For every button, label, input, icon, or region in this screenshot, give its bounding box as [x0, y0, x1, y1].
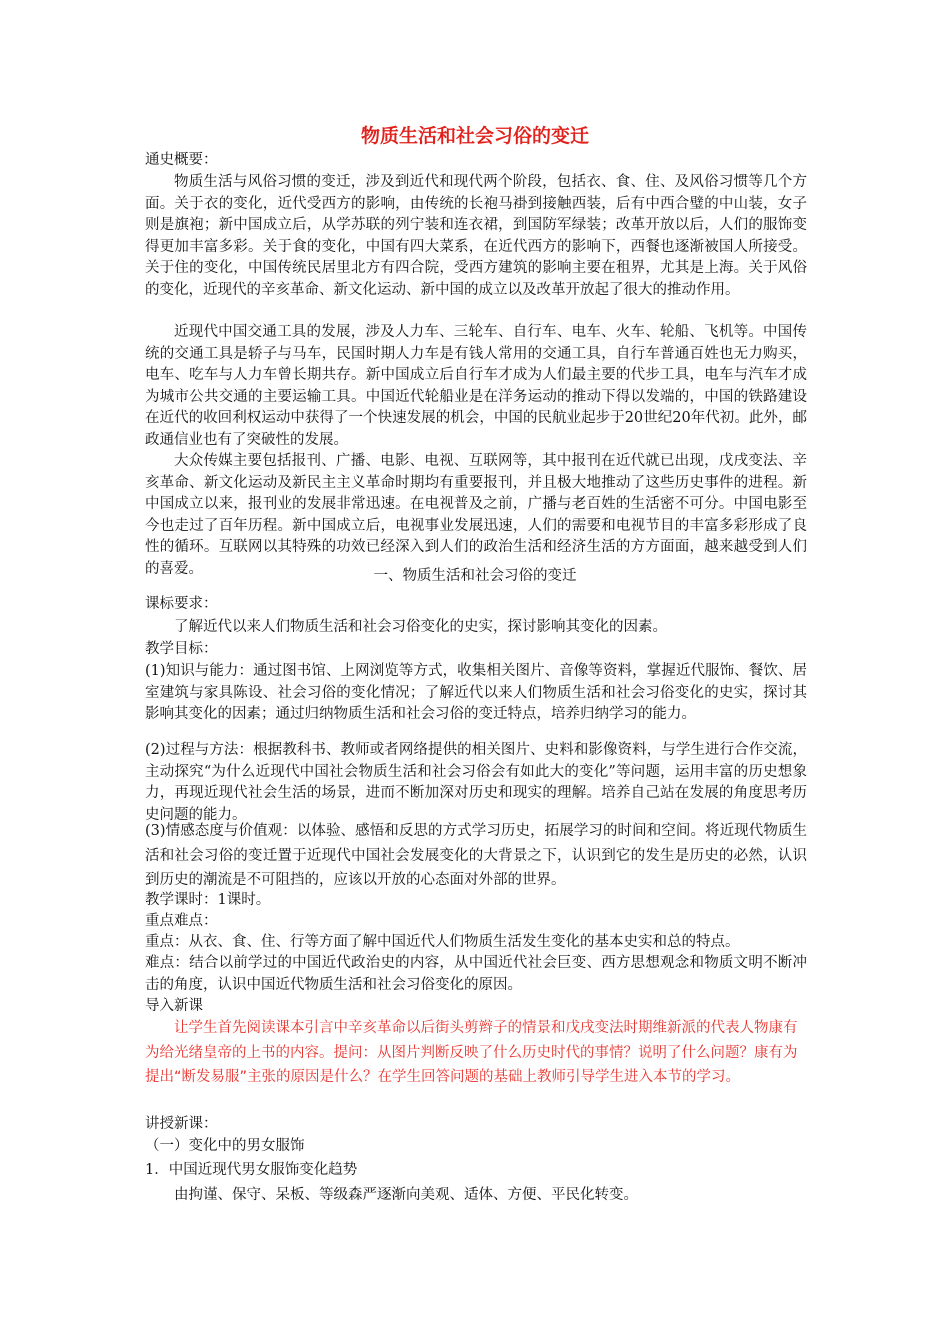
section-title: 一、物质生活和社会习俗的变迁 — [373, 568, 577, 584]
standard-label: 课标要求： — [145, 596, 218, 612]
subsection-item-text: 由拘谨、保守、呆板、等级森严逐渐向美观、适体、方便、平民化转变。 — [174, 1187, 638, 1203]
subsection-item-heading: 1．中国近现代男女服饰变化趋势 — [145, 1162, 358, 1178]
overview-paragraph-2: 近现代中国交通工具的发展，涉及人力车、三轮车、自行车、电车、火车、轮船、飞机等。中国传统的交通工具是轿子与马车，民国时期人力车是有钱人常用的交通工具，自行车普通百姓也无力购买，电车、吃车与人力车曾长期共存。新中国成立后自行车才成为人们最主要的代步工具，电车与汽车才成为城市公共交通的主要运输工具。中国近代轮船业是在洋务运动的推动下得以发端的，中国的铁路建设在近代的收回利权运动中获得了一个快速发展的机会，中国的民航业起步于20世纪20年代初。此外，邮政通信业也有了突破性的发展。 — [145, 324, 807, 448]
intro-text: 让学生首先阅读课本引言中辛亥革命以后街头剪辫子的情景和戊戌变法时期维新派的代表人物康有为给光绪皇帝的上书的内容。提问：从图片判断反映了什么历史时代的事情？说明了什么问题？康有为提出“断发易服”主张的原因是什么？在学生回答问题的基础上教师引导学生进入本节的学习。 — [145, 1020, 798, 1085]
overview-paragraph-3: 大众传媒主要包括报刊、广播、电影、电视、互联网等，其中报刊在近代就已出现，戊戌变法、辛亥革命、新文化运动及新民主主义革命时期均有重要报刊，并且极大地推动了这些历史事件的进程。新中国成立以来，报刊业的发展非常迅速。在电视普及之前，广播与老百姓的生活密不可分。中国电影至今也走过了百年历程。新中国成立后，电视事业发展迅速，人们的需要和电视节目的丰富多彩形成了良性的循环。互联网以其特殊的功效已经深入到人们的政治生活和经济生活的方方面面，越来越受到人们的喜爱。 — [145, 453, 807, 577]
overview-paragraph-1: 物质生活与风俗习惯的变迁，涉及到近代和现代两个阶段，包括衣、食、住、及风俗习惯等几个方面。关于衣的变化，近代受西方的影响，由传统的长袍马褂到接触西装，后有中西合璧的中山装，女子则是旗袍；新中国成立后，从学苏联的列宁装和连衣裙，到国防军绿装；改革开放以后，人们的服饰变得更加丰富多彩。关于食的变化，中国有四大菜系，在近代西方的影响下，西餐也逐渐被国人所接受。关于住的变化，中国传统民居里北方有四合院，受西方建筑的影响主要在租界，尤其是上海。关于风俗的变化，近现代的辛亥革命、新文化运动、新中国的成立以及改革开放起了很大的推动作用。 — [145, 174, 807, 298]
goal-item-2: (2)过程与方法：根据教科书、教师或者网络提供的相关图片、史料和影像资料，与学生进行合作交流，主动探究“为什么近现代中国社会物质生活和社会习俗会有如此大的变化”等问题，运用丰富的历史想象力，再现近现代社会生活的场景，进而不断加深对历史和现实的理解。培养自己站在发展的角度思考历史问题的能力。 — [145, 742, 807, 823]
standard-text: 了解近代以来人们物质生活和社会习俗变化的史实，探讨影响其变化的因素。 — [174, 619, 667, 635]
key-point-text: 重点：从衣、食、住、行等方面了解中国近代人们物质生活发生变化的基本史实和总的特点。 — [145, 934, 740, 950]
subsection-heading: （一）变化中的男女服饰 — [145, 1138, 305, 1154]
goal-item-1: (1)知识与能力：通过图书馆、上网浏览等方式，收集相关图片、音像等资料，掌握近代服饰、餐饮、居室建筑与家具陈设、社会习俗的变化情况；了解近代以来人们物质生活和社会习俗变化的史实，探讨其影响其变化的因素；通过归纳物质生活和社会习俗的变迁特点，培养归纳学习的能力。 — [145, 663, 807, 722]
key-points-label: 重点难点： — [145, 913, 218, 929]
difficulty-text: 难点：结合以前学过的中国近代政治史的内容，从中国近代社会巨变、西方思想观念和物质文明不断冲击的角度，认识中国近代物质生活和社会习俗变化的原因。 — [145, 955, 807, 993]
overview-label: 通史概要： — [145, 152, 218, 168]
teaching-hours: 教学课时：1课时。 — [145, 892, 271, 908]
document-title: 物质生活和社会习俗的变迁 — [360, 125, 589, 147]
lecture-label: 讲授新课： — [145, 1116, 218, 1132]
goal-item-3: (3)情感态度与价值观：以体验、感悟和反思的方式学习历史，拓展学习的时间和空间。将近现代物质生活和社会习俗的变迁置于近现代中国社会发展变化的大背景之下，认识到它的发生是历史的必然，认识到历史的潮流是不可阻挡的，应该以开放的心态面对外部的世界。 — [145, 823, 807, 888]
goals-label: 教学目标： — [145, 641, 218, 657]
intro-label: 导入新课 — [145, 998, 203, 1014]
